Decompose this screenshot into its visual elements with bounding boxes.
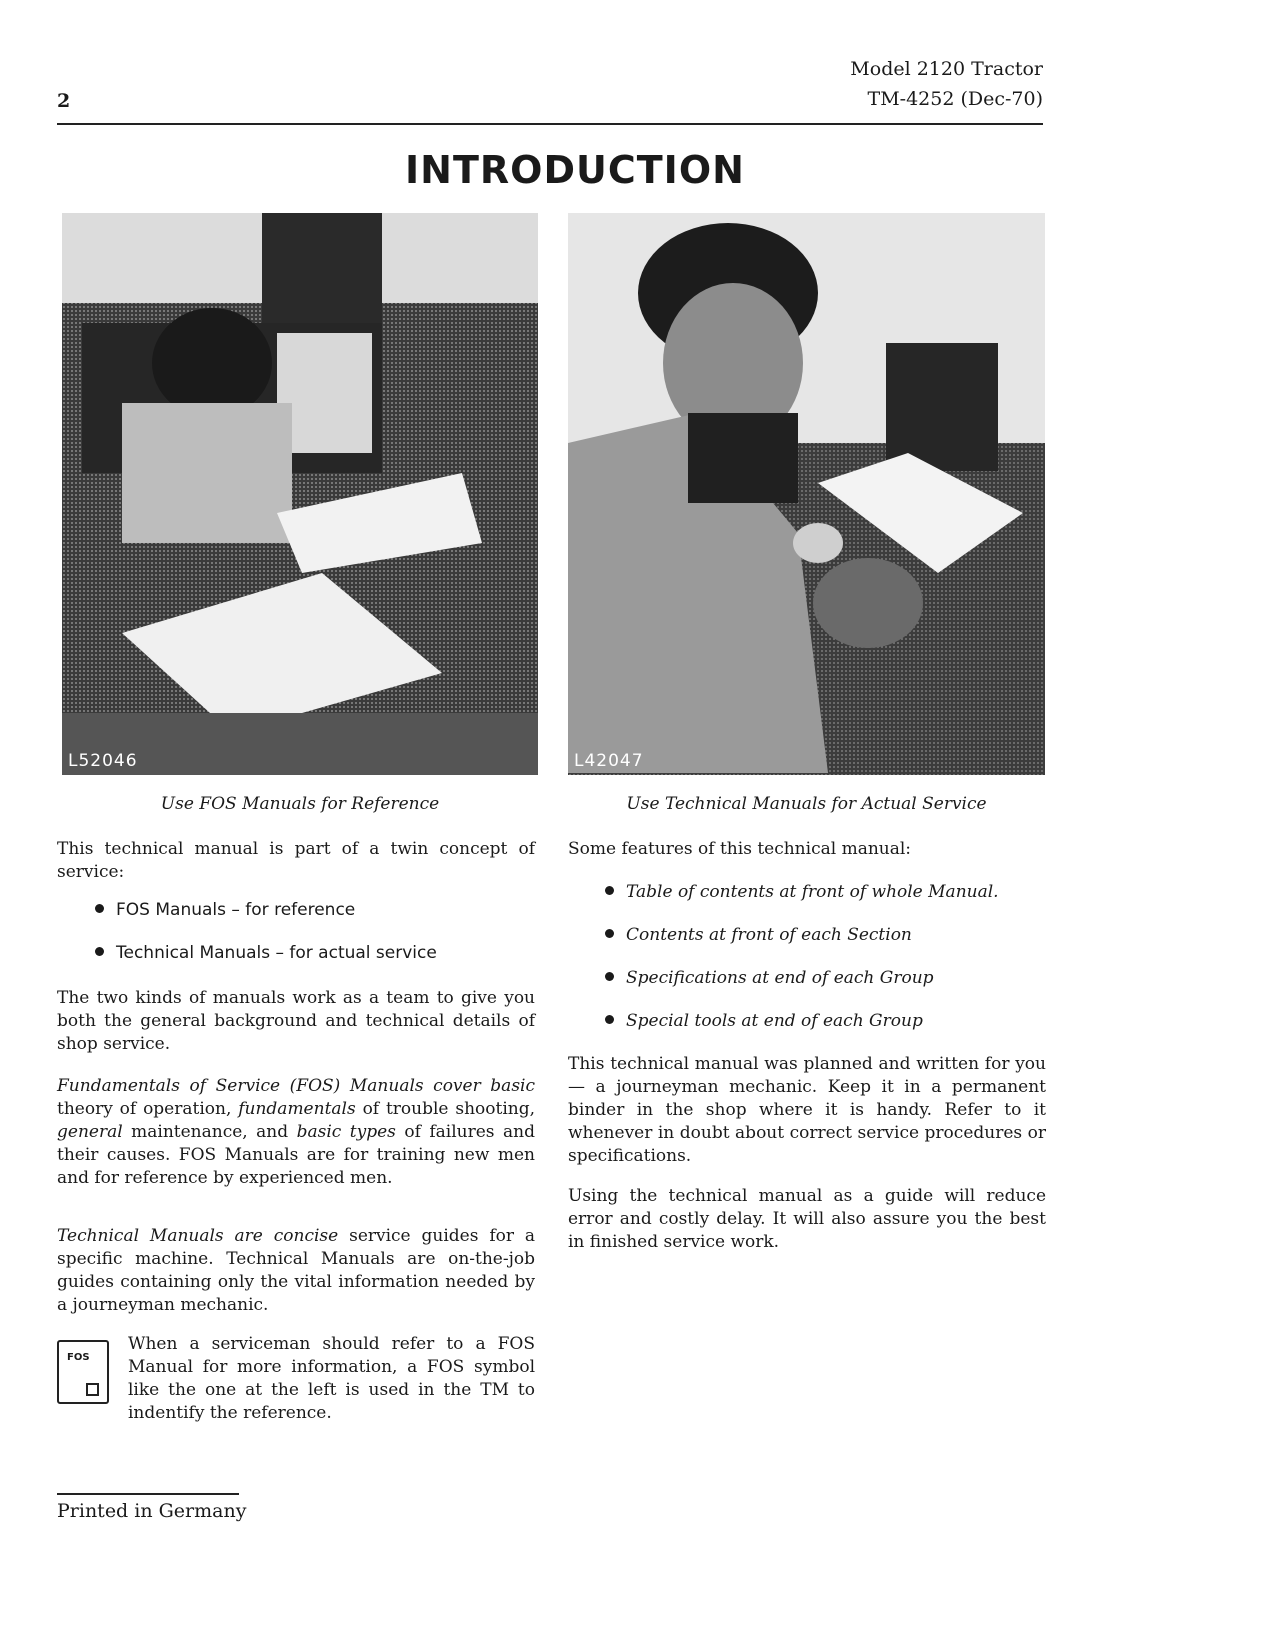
photo-fos-manuals: [62, 213, 538, 775]
photo-technical-manuals: [568, 213, 1045, 775]
list-item: [95, 900, 355, 920]
fos-symbol-text: FOS: [67, 1352, 90, 1363]
text-italic: general: [57, 1122, 123, 1142]
list-item-text: Table of contents at front of whole Manual.: [626, 882, 999, 902]
bullet-dot: [95, 904, 104, 913]
list-item-text: Special tools at end of each Group: [626, 1011, 923, 1031]
photo-technical-manuals-image: [568, 213, 1045, 775]
text-italic: fundamentals: [238, 1099, 356, 1119]
text: of failures and their causes. FOS Manuals are for training new men and for reference by experienced men.: [57, 1122, 535, 1188]
text-italic: basic types: [296, 1122, 396, 1142]
list-item: [95, 943, 437, 963]
photo-fos-manuals-image: [62, 213, 538, 775]
fos-symbol-icon: [57, 1340, 109, 1404]
header-model: Model 2120 Tractor: [850, 58, 1043, 80]
page-number: 2: [57, 90, 71, 112]
list-item: [605, 968, 934, 988]
left-para-3: [57, 1225, 535, 1317]
list-item-text: FOS Manuals – for reference: [116, 900, 356, 920]
photo-label: L42047: [574, 751, 644, 771]
fos-symbol-square: [86, 1383, 99, 1396]
text: maintenance, and: [122, 1122, 297, 1142]
bullet-dot: [605, 1015, 614, 1024]
left-intro: This technical manual is part of a twin concept of service:: [57, 839, 535, 882]
bullet-dot: [95, 947, 104, 956]
bullet-dot: [605, 929, 614, 938]
bullet-dot: [605, 972, 614, 981]
text-italic: Technical Manuals are concise: [57, 1226, 339, 1246]
photo-caption: Use Technical Manuals for Actual Service: [626, 794, 987, 814]
bullet-dot: [605, 886, 614, 895]
fos-note: When a serviceman should refer to a FOS Manual for more information, a FOS symbol like the one at the left is used in the TM to indentify the reference.: [128, 1334, 535, 1423]
right-para-1: This technical manual was planned and written for you — a journeyman mechanic. Keep it in a permanent binder in the shop where it is handy. Refer to it whenever in doubt about correct service procedures or specifications.: [568, 1054, 1046, 1166]
footer-rule: [57, 1493, 239, 1495]
footer-text: Printed in Germany: [57, 1500, 247, 1522]
page-title: INTRODUCTION: [405, 148, 745, 192]
right-para-2: Using the technical manual as a guide will reduce error and costly delay. It will also assure you the best in finished service work.: [568, 1186, 1046, 1252]
left-para-2: [57, 1075, 535, 1190]
list-item: [605, 925, 912, 945]
list-item-text: Specifications at end of each Group: [626, 968, 934, 988]
photo-label: L52046: [68, 751, 138, 771]
list-item: [605, 1011, 923, 1031]
photo-caption: Use FOS Manuals for Reference: [160, 794, 440, 814]
right-intro: Some features of this technical manual:: [568, 839, 912, 859]
text: of trouble shooting,: [355, 1099, 535, 1119]
left-para-1: The two kinds of manuals work as a team to give you both the general background and technical details of shop service.: [57, 988, 535, 1054]
text-italic: Fundamentals of Service (FOS) Manuals cover basic: [57, 1076, 535, 1096]
text: service guides for a specific machine. Technical Manuals are on-the-job guides containing only the vital information needed by a journeyman mechanic.: [57, 1226, 536, 1315]
header-doc-id: TM-4252 (Dec-70): [867, 88, 1043, 110]
list-item-text: Technical Manuals – for actual service: [116, 943, 437, 963]
list-item-text: Contents at front of each Section: [626, 925, 912, 945]
header-rule: [57, 123, 1043, 125]
list-item: [605, 882, 999, 902]
text: theory of operation,: [57, 1099, 239, 1119]
